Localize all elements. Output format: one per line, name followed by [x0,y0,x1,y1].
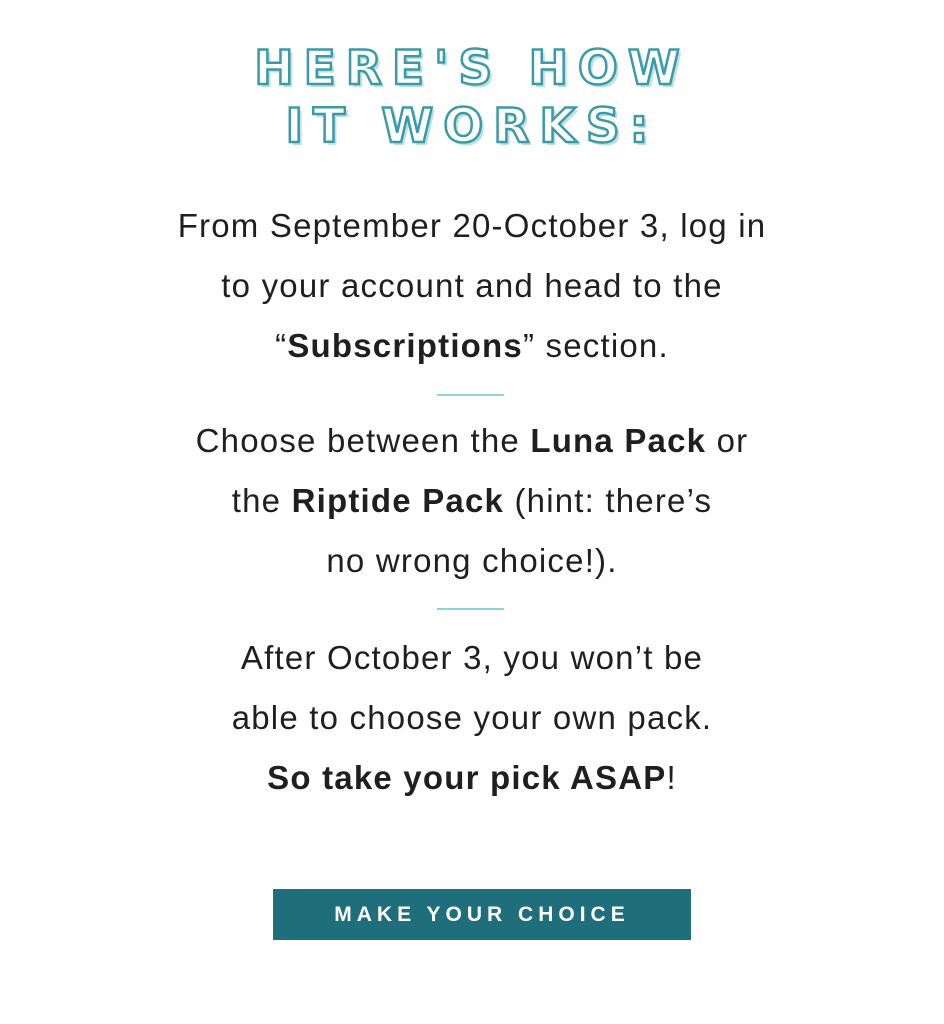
step-2-line-1-suffix: or [706,422,749,459]
make-your-choice-button[interactable]: MAKE YOUR CHOICE [273,889,691,940]
step-1-text [0,196,944,376]
step-2-line-2-prefix: the [231,482,292,519]
step-1-line-3 [0,316,944,376]
headline-line-1: HERE'S HOW [254,41,690,96]
step-2-text [0,411,944,591]
step-3-line-3-suffix: ! [666,759,677,796]
divider [437,394,504,396]
step-3-line-3 [0,748,944,808]
step-3-line-2: able to choose your own pack. [231,699,713,736]
riptide-pack-emphasis: Riptide Pack [291,482,505,519]
step-2-line-2-suffix: (hint: there’s [504,482,713,519]
step-2-line-3: no wrong choice!). [326,542,618,579]
step-1-line-1: From September 20-October 3, log in [177,207,767,244]
open-quote: “ [275,327,288,364]
step-3-line-1: After October 3, you won’t be [240,639,704,676]
step-1-line-3-suffix: ” section. [522,327,669,364]
headline [0,40,944,156]
step-2-line-1 [0,411,944,471]
step-2-line-2 [0,471,944,531]
step-1-line-2: to your account and head to the [221,267,723,304]
headline-line-2: IT WORKS: [285,99,659,154]
divider [437,608,504,610]
step-3-text [0,628,944,808]
asap-emphasis: So take your pick ASAP [267,759,667,796]
luna-pack-emphasis: Luna Pack [530,422,707,459]
subscriptions-emphasis: Subscriptions [287,327,523,364]
step-2-line-1-prefix: Choose between the [195,422,531,459]
